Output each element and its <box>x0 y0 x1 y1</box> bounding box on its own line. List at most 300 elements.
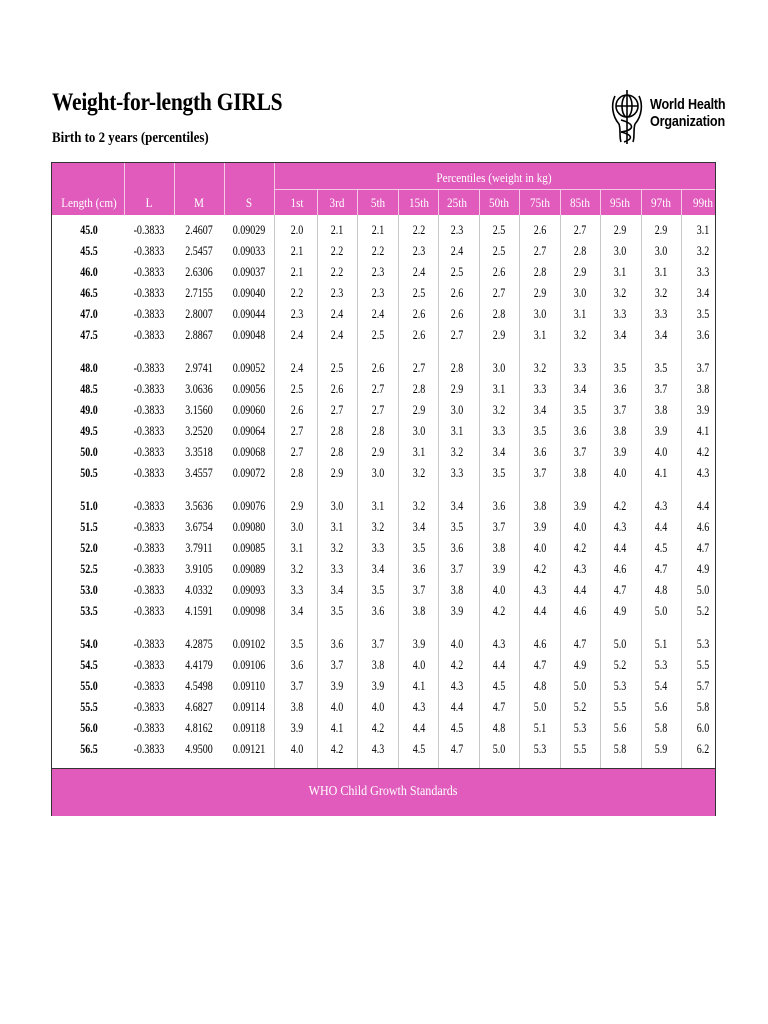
value-cell: 4.8 <box>533 679 547 693</box>
value-cell: 2.5 <box>492 223 506 237</box>
value-cell: 2.5 <box>450 265 464 279</box>
value-cell: 2.4 <box>290 328 304 342</box>
value-cell: 2.7 <box>412 361 426 375</box>
value-cell: 3.3 <box>533 382 547 396</box>
value-cell: 0.09044 <box>232 307 266 321</box>
value-cell: 3.5 <box>613 361 627 375</box>
value-cell: 4.1591 <box>185 604 213 618</box>
value-cell: -0.3833 <box>133 424 165 438</box>
value-cell: 2.6 <box>330 382 344 396</box>
value-cell: 4.3 <box>412 700 426 714</box>
value-cell: 3.1 <box>696 223 710 237</box>
who-logo <box>608 86 726 148</box>
value-cell: -0.3833 <box>133 742 165 756</box>
percentiles-group-header: Percentiles (weight in kg) <box>436 170 552 185</box>
value-cell: 4.4 <box>654 520 668 534</box>
value-cell: 2.7155 <box>185 286 213 300</box>
value-cell: -0.3833 <box>133 562 165 576</box>
table-row <box>52 442 715 463</box>
value-cell: 3.7 <box>696 361 710 375</box>
value-cell: -0.3833 <box>133 604 165 618</box>
value-cell: 3.6 <box>371 604 385 618</box>
value-cell: 4.8 <box>654 583 668 597</box>
value-cell: 4.5 <box>492 679 506 693</box>
value-cell: 4.4 <box>412 721 426 735</box>
value-cell: 4.0 <box>533 541 547 555</box>
value-cell: 3.0 <box>573 286 587 300</box>
value-cell: 3.1 <box>412 445 426 459</box>
value-cell: 2.2 <box>330 244 344 258</box>
value-cell: 3.2 <box>492 403 506 417</box>
value-cell: 3.7 <box>573 445 587 459</box>
value-cell: 3.3 <box>492 424 506 438</box>
value-cell: -0.3833 <box>133 286 165 300</box>
table-row <box>52 634 715 655</box>
value-cell: 4.2 <box>696 445 710 459</box>
value-cell: 2.5 <box>492 244 506 258</box>
value-cell: 3.2 <box>371 520 385 534</box>
value-cell: -0.3833 <box>133 223 165 237</box>
value-cell: 3.8 <box>654 403 668 417</box>
value-cell: 4.2 <box>330 742 344 756</box>
value-cell: 4.3 <box>696 466 710 480</box>
value-cell: 2.6 <box>533 223 547 237</box>
value-cell: 4.0 <box>290 742 304 756</box>
value-cell: 2.6 <box>371 361 385 375</box>
value-cell: 4.7 <box>450 742 464 756</box>
page-title: Weight-for-length GIRLS <box>52 89 283 116</box>
value-cell: 3.5636 <box>185 499 213 513</box>
value-cell: 3.1 <box>533 328 547 342</box>
value-cell: 3.5 <box>533 424 547 438</box>
value-cell: 2.9 <box>330 466 344 480</box>
value-cell: 4.4179 <box>185 658 213 672</box>
value-cell: 2.8007 <box>185 307 213 321</box>
value-cell: 3.2 <box>412 466 426 480</box>
value-cell: 5.0 <box>533 700 547 714</box>
value-cell: 2.7 <box>450 328 464 342</box>
value-cell: 3.2 <box>290 562 304 576</box>
value-cell: 0.09118 <box>232 721 266 735</box>
value-cell: 3.9 <box>371 679 385 693</box>
value-cell: 0.09076 <box>232 499 266 513</box>
value-cell: 3.2 <box>533 361 547 375</box>
value-cell: 5.8 <box>613 742 627 756</box>
value-cell: 3.0 <box>654 244 668 258</box>
column-header: 97th <box>651 195 671 210</box>
value-cell: 3.1560 <box>185 403 213 417</box>
value-cell: 3.3 <box>450 466 464 480</box>
value-cell: 2.9 <box>533 286 547 300</box>
value-cell: 3.0 <box>450 403 464 417</box>
value-cell: 3.4 <box>492 445 506 459</box>
value-cell: 2.2 <box>290 286 304 300</box>
value-cell: 3.5 <box>654 361 668 375</box>
value-cell: 6.0 <box>696 721 710 735</box>
value-cell: 2.7 <box>290 445 304 459</box>
value-cell: 0.09110 <box>232 679 266 693</box>
value-cell: 2.8 <box>573 244 587 258</box>
value-cell: 4.2875 <box>185 637 213 651</box>
value-cell: 3.6 <box>330 637 344 651</box>
value-cell: 2.9 <box>412 403 426 417</box>
length-cell: 54.5 <box>80 658 98 672</box>
value-cell: -0.3833 <box>133 721 165 735</box>
value-cell: 3.9 <box>696 403 710 417</box>
value-cell: 2.7 <box>492 286 506 300</box>
column-header: 99th <box>693 195 713 210</box>
value-cell: 2.6 <box>412 307 426 321</box>
value-cell: -0.3833 <box>133 382 165 396</box>
value-cell: 3.9105 <box>185 562 213 576</box>
value-cell: 4.2 <box>613 499 627 513</box>
value-cell: 3.6754 <box>185 520 213 534</box>
table-row <box>52 325 715 346</box>
value-cell: 4.7 <box>533 658 547 672</box>
value-cell: 5.6 <box>654 700 668 714</box>
value-cell: 4.4 <box>696 499 710 513</box>
value-cell: 3.7 <box>613 403 627 417</box>
logo-line-2: Organization <box>650 113 725 130</box>
value-cell: 4.9 <box>696 562 710 576</box>
value-cell: 4.2 <box>492 604 506 618</box>
value-cell: 4.6827 <box>185 700 213 714</box>
length-cell: 56.5 <box>80 742 98 756</box>
value-cell: 3.0 <box>613 244 627 258</box>
value-cell: -0.3833 <box>133 583 165 597</box>
value-cell: 4.0 <box>330 700 344 714</box>
value-cell: 3.9 <box>573 499 587 513</box>
value-cell: 3.6 <box>533 445 547 459</box>
value-cell: -0.3833 <box>133 328 165 342</box>
table-row <box>52 463 715 484</box>
value-cell: 2.4 <box>450 244 464 258</box>
value-cell: 3.9 <box>654 424 668 438</box>
value-cell: 4.7 <box>573 637 587 651</box>
value-cell: 5.3 <box>654 658 668 672</box>
value-cell: 2.8 <box>371 424 385 438</box>
table-row <box>52 718 715 739</box>
value-cell: 3.7 <box>450 562 464 576</box>
value-cell: 0.09093 <box>232 583 266 597</box>
length-cell: 47.0 <box>80 307 98 321</box>
value-cell: 3.6 <box>613 382 627 396</box>
value-cell: 3.9 <box>330 679 344 693</box>
value-cell: 5.0 <box>613 637 627 651</box>
value-cell: 3.8 <box>412 604 426 618</box>
value-cell: -0.3833 <box>133 466 165 480</box>
length-cell: 49.5 <box>80 424 98 438</box>
value-cell: 3.7 <box>330 658 344 672</box>
value-cell: 3.1 <box>290 541 304 555</box>
percentile-table <box>51 162 716 816</box>
value-cell: 4.0332 <box>185 583 213 597</box>
length-cell: 46.0 <box>80 265 98 279</box>
value-cell: 5.1 <box>533 721 547 735</box>
value-cell: 4.7 <box>492 700 506 714</box>
value-cell: 2.4 <box>330 328 344 342</box>
value-cell: 4.5 <box>654 541 668 555</box>
value-cell: 3.9 <box>290 721 304 735</box>
value-cell: 2.4 <box>290 361 304 375</box>
value-cell: 4.6 <box>533 637 547 651</box>
value-cell: 3.1 <box>450 424 464 438</box>
table-row <box>52 697 715 718</box>
value-cell: 4.3 <box>613 520 627 534</box>
value-cell: 6.2 <box>696 742 710 756</box>
value-cell: 5.3 <box>533 742 547 756</box>
value-cell: -0.3833 <box>133 307 165 321</box>
value-cell: 0.09060 <box>232 403 266 417</box>
column-header: 15th <box>409 195 429 210</box>
value-cell: 3.3 <box>290 583 304 597</box>
value-cell: 2.7 <box>371 382 385 396</box>
value-cell: 3.5 <box>290 637 304 651</box>
value-cell: 4.2 <box>450 658 464 672</box>
value-cell: 3.9 <box>412 637 426 651</box>
value-cell: 2.3 <box>450 223 464 237</box>
length-cell: 55.5 <box>80 700 98 714</box>
value-cell: -0.3833 <box>133 700 165 714</box>
value-cell: 2.6 <box>492 265 506 279</box>
value-cell: 3.4 <box>654 328 668 342</box>
value-cell: 4.2 <box>533 562 547 576</box>
table-row <box>52 241 715 262</box>
value-cell: 3.1 <box>573 307 587 321</box>
value-cell: 3.4 <box>450 499 464 513</box>
value-cell: 2.8 <box>450 361 464 375</box>
value-cell: 2.9 <box>654 223 668 237</box>
value-cell: 3.3 <box>330 562 344 576</box>
column-header: M <box>194 195 204 210</box>
length-cell: 51.0 <box>80 499 98 513</box>
value-cell: 0.09072 <box>232 466 266 480</box>
value-cell: -0.3833 <box>133 499 165 513</box>
table-row <box>52 379 715 400</box>
value-cell: 4.1 <box>330 721 344 735</box>
value-cell: 4.7 <box>654 562 668 576</box>
value-cell: 2.5457 <box>185 244 213 258</box>
value-cell: 4.9 <box>573 658 587 672</box>
column-header: 95th <box>610 195 630 210</box>
length-cell: 45.0 <box>80 223 98 237</box>
value-cell: 3.2 <box>450 445 464 459</box>
length-cell: 53.5 <box>80 604 98 618</box>
length-cell: 50.5 <box>80 466 98 480</box>
value-cell: 2.1 <box>290 244 304 258</box>
value-cell: 3.9 <box>533 520 547 534</box>
table-row <box>52 580 715 601</box>
value-cell: 0.09085 <box>232 541 266 555</box>
value-cell: 2.8 <box>330 424 344 438</box>
value-cell: 2.2 <box>412 223 426 237</box>
value-cell: 0.09068 <box>232 445 266 459</box>
value-cell: 4.4 <box>573 583 587 597</box>
value-cell: 3.4 <box>613 328 627 342</box>
value-cell: 4.6 <box>696 520 710 534</box>
table-row <box>52 262 715 283</box>
length-cell: 54.0 <box>80 637 98 651</box>
value-cell: 5.0 <box>696 583 710 597</box>
value-cell: 5.7 <box>696 679 710 693</box>
length-cell: 55.0 <box>80 679 98 693</box>
value-cell: 4.4 <box>533 604 547 618</box>
length-cell: 48.0 <box>80 361 98 375</box>
value-cell: 4.0 <box>412 658 426 672</box>
value-cell: 4.1 <box>412 679 426 693</box>
table-row <box>52 517 715 538</box>
column-header: 3rd <box>329 195 345 210</box>
table-row <box>52 220 715 241</box>
value-cell: 3.8 <box>371 658 385 672</box>
value-cell: 2.6 <box>290 403 304 417</box>
value-cell: 4.2 <box>371 721 385 735</box>
value-cell: 5.3 <box>696 637 710 651</box>
value-cell: 2.3 <box>371 265 385 279</box>
value-cell: 0.09098 <box>232 604 266 618</box>
value-cell: 2.4607 <box>185 223 213 237</box>
who-emblem-icon <box>608 86 646 148</box>
length-cell: 50.0 <box>80 445 98 459</box>
column-header: 1st <box>290 195 304 210</box>
value-cell: 0.09121 <box>232 742 266 756</box>
value-cell: 4.8162 <box>185 721 213 735</box>
value-cell: 4.4 <box>492 658 506 672</box>
value-cell: 3.6 <box>412 562 426 576</box>
value-cell: 3.0 <box>412 424 426 438</box>
value-cell: 3.1 <box>654 265 668 279</box>
value-cell: 3.2 <box>696 244 710 258</box>
footer-text: WHO Child Growth Standards <box>308 784 458 799</box>
value-cell: 3.4 <box>533 403 547 417</box>
length-cell: 52.0 <box>80 541 98 555</box>
value-cell: 2.5 <box>290 382 304 396</box>
value-cell: 4.0 <box>492 583 506 597</box>
value-cell: 3.3 <box>696 265 710 279</box>
table-header <box>52 163 715 215</box>
value-cell: 2.9 <box>290 499 304 513</box>
value-cell: 5.0 <box>492 742 506 756</box>
column-header: Length (cm) <box>61 195 117 210</box>
value-cell: 5.3 <box>613 679 627 693</box>
value-cell: 5.5 <box>573 742 587 756</box>
value-cell: 4.3 <box>492 637 506 651</box>
value-cell: 5.5 <box>613 700 627 714</box>
table-row <box>52 304 715 325</box>
value-cell: 4.7 <box>613 583 627 597</box>
value-cell: 3.3518 <box>185 445 213 459</box>
value-cell: 2.4 <box>330 307 344 321</box>
value-cell: 2.7 <box>330 403 344 417</box>
value-cell: 4.1 <box>696 424 710 438</box>
value-cell: 3.6 <box>696 328 710 342</box>
length-cell: 49.0 <box>80 403 98 417</box>
table-row <box>52 559 715 580</box>
value-cell: 3.3 <box>371 541 385 555</box>
length-cell: 51.5 <box>80 520 98 534</box>
column-header: L <box>145 195 153 210</box>
value-cell: 4.0 <box>573 520 587 534</box>
value-cell: 4.3 <box>654 499 668 513</box>
value-cell: 0.09056 <box>232 382 266 396</box>
value-cell: 3.6 <box>450 541 464 555</box>
value-cell: 3.4 <box>412 520 426 534</box>
value-cell: -0.3833 <box>133 361 165 375</box>
value-cell: 2.2 <box>330 265 344 279</box>
value-cell: 3.0 <box>371 466 385 480</box>
value-cell: 3.5 <box>371 583 385 597</box>
value-cell: 3.8 <box>696 382 710 396</box>
value-cell: 4.8 <box>492 721 506 735</box>
value-cell: 0.09048 <box>232 328 266 342</box>
value-cell: 4.5498 <box>185 679 213 693</box>
value-cell: 3.8 <box>450 583 464 597</box>
value-cell: 3.9 <box>613 445 627 459</box>
value-cell: 2.6306 <box>185 265 213 279</box>
value-cell: 4.0 <box>450 637 464 651</box>
value-cell: 3.2520 <box>185 424 213 438</box>
value-cell: 4.3 <box>573 562 587 576</box>
value-cell: 2.7 <box>573 223 587 237</box>
value-cell: -0.3833 <box>133 403 165 417</box>
value-cell: 2.9 <box>371 445 385 459</box>
value-cell: -0.3833 <box>133 541 165 555</box>
value-cell: -0.3833 <box>133 445 165 459</box>
value-cell: 3.1 <box>330 520 344 534</box>
value-cell: 2.3 <box>371 286 385 300</box>
value-cell: 0.09089 <box>232 562 266 576</box>
value-cell: 5.2 <box>613 658 627 672</box>
value-cell: 2.5 <box>330 361 344 375</box>
value-cell: 3.0 <box>533 307 547 321</box>
value-cell: 2.8 <box>492 307 506 321</box>
value-cell: 3.7 <box>533 466 547 480</box>
value-cell: -0.3833 <box>133 265 165 279</box>
value-cell: 2.6 <box>450 286 464 300</box>
value-cell: 5.0 <box>654 604 668 618</box>
value-cell: 3.2 <box>654 286 668 300</box>
value-cell: 3.3 <box>573 361 587 375</box>
column-header: 5th <box>370 195 386 210</box>
value-cell: 4.4 <box>450 700 464 714</box>
value-cell: 5.8 <box>654 721 668 735</box>
table-row <box>52 655 715 676</box>
value-cell: 5.3 <box>573 721 587 735</box>
value-cell: 4.3 <box>450 679 464 693</box>
value-cell: 3.6 <box>290 658 304 672</box>
value-cell: 2.4 <box>371 307 385 321</box>
value-cell: 2.7 <box>371 403 385 417</box>
value-cell: 4.5 <box>450 721 464 735</box>
value-cell: 0.09106 <box>232 658 266 672</box>
value-cell: 0.09029 <box>232 223 266 237</box>
length-cell: 47.5 <box>80 328 98 342</box>
value-cell: 5.5 <box>696 658 710 672</box>
value-cell: 2.5 <box>371 328 385 342</box>
value-cell: 4.1 <box>654 466 668 480</box>
value-cell: 2.4 <box>412 265 426 279</box>
value-cell: 5.0 <box>573 679 587 693</box>
table-row <box>52 601 715 622</box>
table-row <box>52 676 715 697</box>
value-cell: 2.9 <box>492 328 506 342</box>
value-cell: 3.2 <box>330 541 344 555</box>
value-cell: 2.3 <box>290 307 304 321</box>
value-cell: 3.4557 <box>185 466 213 480</box>
value-cell: 3.7 <box>371 637 385 651</box>
value-cell: 2.3 <box>412 244 426 258</box>
value-cell: 3.7 <box>412 583 426 597</box>
